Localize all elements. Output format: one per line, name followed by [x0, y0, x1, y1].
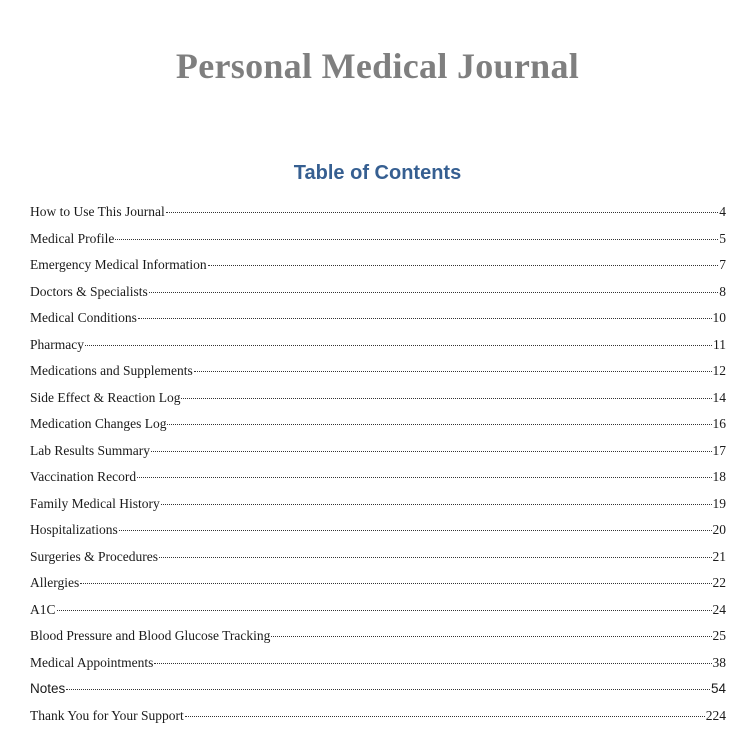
toc-entry-label: Lab Results Summary: [30, 442, 150, 458]
toc-entry-page: 5: [719, 230, 726, 246]
table-of-contents: [30, 204, 726, 734]
toc-entry[interactable]: [30, 231, 726, 258]
toc-entry-label: Emergency Medical Information: [30, 257, 207, 272]
toc-entry-page: 24: [712, 601, 726, 617]
toc-leader-dots: [271, 636, 711, 637]
toc-entry[interactable]: [30, 257, 726, 284]
toc-entry-page: 19: [712, 495, 726, 511]
toc-entry[interactable]: [30, 655, 726, 682]
toc-entry-page: 20: [712, 522, 726, 537]
toc-leader-dots: [138, 318, 712, 319]
toc-entry[interactable]: [30, 602, 726, 629]
toc-entry-page: 38: [712, 654, 726, 670]
toc-entry-label: A1C: [30, 601, 56, 617]
toc-entry-page: 22: [712, 575, 726, 590]
toc-entry[interactable]: [30, 708, 726, 735]
toc-entry[interactable]: [30, 496, 726, 523]
toc-entry-page: 18: [712, 469, 726, 484]
toc-leader-dots: [166, 212, 719, 213]
toc-entry[interactable]: [30, 522, 726, 549]
toc-leader-dots: [57, 610, 712, 611]
toc-entry-page: 8: [719, 283, 726, 299]
toc-leader-dots: [149, 292, 719, 293]
toc-entry[interactable]: [30, 337, 726, 364]
toc-entry-label: Medical Conditions: [30, 310, 137, 325]
toc-entry-label: Medical Appointments: [30, 654, 154, 670]
toc-entry-label: Family Medical History: [30, 495, 160, 511]
toc-entry-page: 7: [719, 257, 726, 272]
toc-leader-dots: [181, 398, 711, 399]
toc-leader-dots: [85, 345, 712, 346]
toc-entry[interactable]: [30, 416, 726, 443]
toc-entry-label: Vaccination Record: [30, 469, 137, 484]
toc-entry-page: 224: [705, 707, 726, 723]
toc-entry-page: 14: [712, 389, 726, 405]
toc-entry[interactable]: [30, 443, 726, 470]
toc-entry-page: 12: [712, 363, 726, 378]
toc-leader-dots: [119, 530, 712, 531]
toc-entry-label: How to Use This Journal: [30, 204, 165, 219]
toc-entry[interactable]: [30, 681, 726, 708]
toc-leader-dots: [115, 239, 718, 240]
toc-leader-dots: [154, 663, 711, 664]
toc-entry-page: 54: [710, 681, 726, 696]
toc-entry-page: 25: [712, 628, 726, 643]
toc-entry-label: Surgeries & Procedures: [30, 548, 158, 564]
toc-entry-label: Notes: [30, 681, 66, 696]
toc-entry-label: Allergies: [30, 575, 80, 590]
toc-entry-label: Medications and Supplements: [30, 363, 193, 378]
toc-entry[interactable]: [30, 204, 726, 231]
toc-entry-page: 16: [712, 416, 726, 431]
toc-entry[interactable]: [30, 363, 726, 390]
document-title: Personal Medical Journal: [175, 46, 580, 87]
toc-entry[interactable]: [30, 390, 726, 417]
toc-entry-label: Medication Changes Log: [30, 416, 167, 431]
toc-entry-label: Pharmacy: [30, 336, 84, 352]
toc-entry-label: Thank You for Your Support: [30, 707, 184, 723]
toc-leader-dots: [151, 451, 712, 452]
toc-entry-label: Side Effect & Reaction Log: [30, 389, 181, 405]
toc-entry[interactable]: [30, 575, 726, 602]
toc-leader-dots: [159, 557, 712, 558]
toc-leader-dots: [185, 716, 705, 717]
toc-entry[interactable]: [30, 284, 726, 311]
toc-entry-page: 17: [712, 442, 726, 458]
toc-leader-dots: [208, 265, 719, 266]
toc-entry-label: Doctors & Specialists: [30, 283, 148, 299]
toc-entry-page: 4: [719, 204, 726, 219]
toc-entry[interactable]: [30, 549, 726, 576]
toc-entry[interactable]: [30, 469, 726, 496]
toc-entry-label: Hospitalizations: [30, 522, 118, 537]
toc-entry-page: 11: [713, 336, 726, 352]
toc-entry[interactable]: [30, 310, 726, 337]
toc-leader-dots: [161, 504, 712, 505]
toc-entry-page: 21: [712, 548, 726, 564]
toc-leader-dots: [66, 689, 710, 690]
toc-entry-label: Blood Pressure and Blood Glucose Tracking: [30, 628, 271, 643]
toc-entry-label: Medical Profile: [30, 230, 115, 246]
toc-leader-dots: [80, 583, 711, 584]
toc-heading: Table of Contents: [293, 161, 462, 184]
toc-entry-page: 10: [712, 310, 726, 325]
toc-leader-dots: [194, 371, 712, 372]
toc-entry[interactable]: [30, 628, 726, 655]
toc-leader-dots: [167, 424, 711, 425]
toc-leader-dots: [137, 477, 711, 478]
